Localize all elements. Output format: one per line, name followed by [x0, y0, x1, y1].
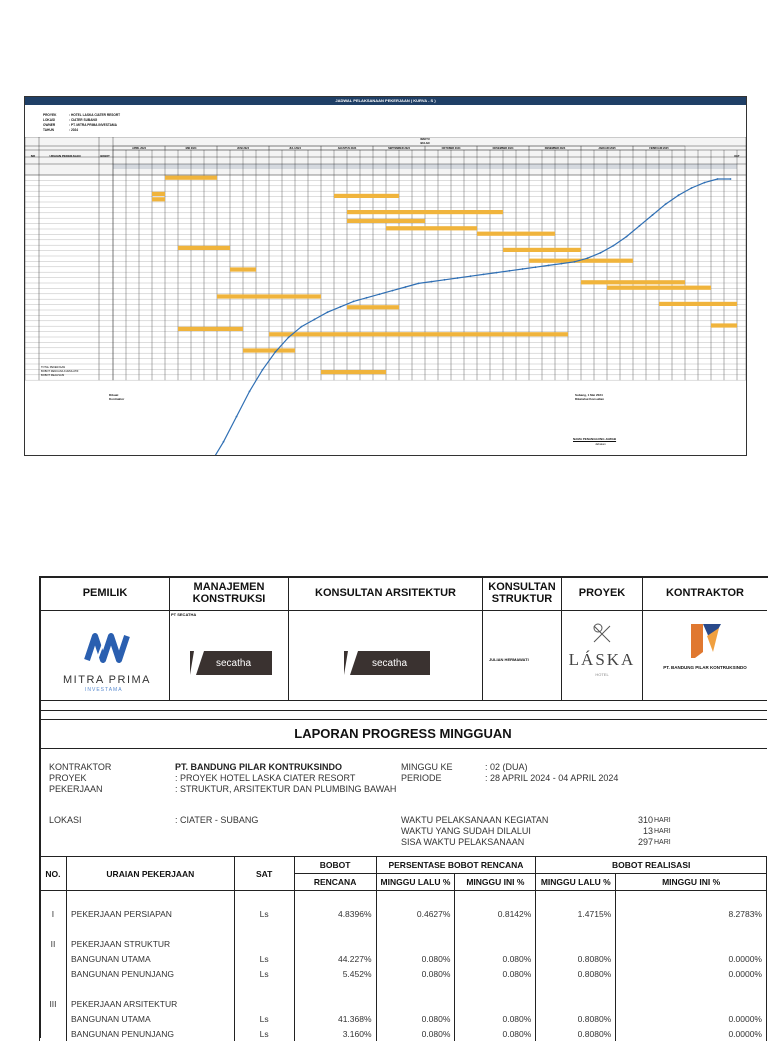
cell-bobot	[294, 936, 376, 951]
cell-rencana-ini	[455, 996, 536, 1011]
sign-right-line: Subang, 1 Mei 2024	[575, 393, 603, 397]
sign-left-line: Dibuat	[109, 393, 119, 397]
s-curve-point	[457, 277, 459, 279]
cell-realisasi-lalu	[536, 936, 616, 951]
kontraktor-text: PT. BANDUNG PILAR KONTRUKSINDO	[663, 665, 747, 670]
info-key: MINGGU KE	[401, 762, 453, 772]
table-row	[40, 966, 767, 981]
bpk-logo	[689, 622, 723, 658]
info-value: : CIATER - SUBANG	[175, 815, 259, 825]
cell-no: I	[40, 906, 67, 921]
cell-uraian: BANGUNAN PENUNJANG	[66, 966, 234, 981]
th-sat: SAT	[234, 857, 294, 891]
header-pemilik: PEMILIK	[41, 576, 170, 611]
footer-label: TOTAL PEKERJAAN	[41, 366, 66, 370]
s-curve-point	[613, 245, 615, 247]
info-key: TAHUN	[43, 128, 54, 132]
mitra-prima-text: MITRA PRIMA	[63, 674, 152, 686]
cell-rencana-lalu	[376, 996, 455, 1011]
logo-cell-pemilik	[41, 610, 170, 701]
cell-rencana-lalu: 0.080%	[376, 966, 455, 981]
s-curve-point	[522, 268, 524, 270]
logo-cell-ks	[483, 610, 562, 701]
gantt-bar	[321, 370, 386, 374]
s-curve-point	[340, 306, 342, 308]
s-curve-point	[496, 272, 498, 274]
col-waktu: WAKTU	[420, 138, 430, 141]
waktu-value: 13	[642, 826, 653, 836]
table-row	[40, 1026, 767, 1041]
month-label: FEBRUARI 2025	[649, 147, 669, 150]
laska-sub: HOTEL	[595, 672, 609, 677]
info-key: PROYEK	[49, 773, 87, 783]
th-realisasi-lalu: MINGGU LALU %	[536, 874, 616, 891]
gantt-bar	[230, 267, 256, 271]
col-uraian: URAIAN PEKERJAAN	[49, 154, 81, 158]
s-curve-point	[717, 178, 719, 180]
cell-uraian: BANGUNAN UTAMA	[66, 951, 234, 966]
cell-rencana-lalu: 0.080%	[376, 1026, 455, 1041]
mk-small-text: PT SECATHA	[171, 612, 197, 617]
cell-no	[40, 921, 67, 936]
gantt-bar	[243, 348, 295, 352]
cell-uraian: PEKERJAAN STRUKTUR	[66, 936, 234, 951]
week-strip	[113, 164, 737, 169]
cell-bobot: 44.227%	[294, 951, 376, 966]
cell-realisasi-lalu	[536, 891, 616, 907]
col-bobot: BOBOT	[100, 155, 110, 158]
cell-bobot	[294, 921, 376, 936]
waktu-unit: HARI	[654, 817, 671, 824]
gantt-bar	[347, 305, 399, 309]
gantt-bar	[269, 332, 568, 336]
info-key: PROYEK	[43, 113, 57, 117]
gantt-bar	[217, 294, 321, 298]
month-label: APRIL 2024	[132, 147, 146, 150]
cell-sat: Ls	[234, 951, 294, 966]
header-kontraktor: KONTRAKTOR	[643, 576, 767, 611]
col-bulan: BULAN	[420, 142, 430, 145]
cell-rencana-ini: 0.080%	[455, 966, 536, 981]
info-key: LOKASI	[49, 815, 82, 825]
month-label: SEPTEMBER 2024	[388, 147, 410, 150]
th-minggu-lalu: MINGGU LALU %	[376, 874, 455, 891]
cell-bobot	[294, 996, 376, 1011]
gantt-bar	[178, 246, 230, 250]
cell-rencana-lalu	[376, 981, 455, 996]
table-row	[40, 951, 767, 966]
cell-sat: Ls	[234, 966, 294, 981]
waktu-unit: HARI	[654, 828, 671, 835]
cell-realisasi-ini: 8.2783%	[616, 906, 767, 921]
s-curve-point	[730, 178, 732, 180]
logo-cell-proyek	[562, 610, 643, 701]
info-value: : PROYEK HOTEL LASKA CIATER RESORT	[175, 773, 356, 783]
info-value: : 2024	[69, 128, 79, 132]
cell-rencana-lalu	[376, 921, 455, 936]
secatha-logo	[190, 651, 272, 675]
cell-realisasi-lalu	[536, 921, 616, 936]
s-curve-point	[236, 416, 238, 418]
laska-emblem-icon	[590, 622, 614, 644]
table-row	[40, 891, 767, 907]
s-curve-point	[678, 194, 680, 196]
month-label: JULI 2024	[289, 147, 301, 150]
s-curve-point	[275, 351, 277, 353]
s-curve-point	[509, 270, 511, 272]
s-curve-point	[288, 337, 290, 339]
cell-realisasi-lalu: 0.8080%	[536, 951, 616, 966]
cell-uraian	[66, 921, 234, 936]
cell-uraian: PEKERJAAN PERSIAPAN	[66, 906, 234, 921]
divider	[41, 748, 767, 749]
s-curve-point	[353, 301, 355, 303]
cell-rencana-lalu	[376, 891, 455, 907]
s-curve-point	[262, 369, 264, 371]
th-rencana: RENCANA	[294, 874, 376, 891]
s-curve-point	[652, 214, 654, 216]
th-bobot: BOBOT	[294, 857, 376, 874]
month-label: AGUSTUS 2024	[337, 147, 357, 150]
s-curve-point	[535, 266, 537, 268]
gantt-bar	[347, 219, 425, 223]
month-label: OKTOBER 2024	[441, 147, 461, 150]
s-curve-point	[548, 265, 550, 267]
cell-realisasi-lalu	[536, 996, 616, 1011]
month-label: JANUARI 2025	[598, 147, 616, 150]
cell-rencana-ini	[455, 936, 536, 951]
cell-sat	[234, 981, 294, 996]
report-title: LAPORAN PROGRESS MINGGUAN	[294, 726, 512, 741]
cell-rencana-ini	[455, 981, 536, 996]
table-row	[40, 936, 767, 951]
s-curve-point	[301, 326, 303, 328]
info-key: PEKERJAAN	[49, 784, 103, 794]
th-realisasi-ini: MINGGU INI %	[616, 874, 767, 891]
s-curve-point	[639, 225, 641, 227]
footer-label: BOBOT RENCANA KUMULATIF	[41, 370, 79, 374]
cell-sat: Ls	[234, 1011, 294, 1026]
s-curve-point	[691, 187, 693, 189]
s-curve-point	[470, 275, 472, 277]
schedule-info	[43, 113, 120, 133]
waktu-value: 310	[637, 815, 653, 825]
cell-realisasi-lalu: 0.8080%	[536, 1011, 616, 1026]
cell-realisasi-ini	[616, 981, 767, 996]
progress-table	[39, 856, 767, 1041]
cell-bobot: 3.160%	[294, 1026, 376, 1041]
col-no: NO	[30, 154, 36, 158]
th-minggu-ini: MINGGU INI %	[455, 874, 536, 891]
month-label: NOVEMBER 2024	[492, 147, 514, 150]
info-key: LOKASI	[43, 118, 56, 122]
table-row	[40, 981, 767, 996]
month-label: JUNI 2024	[237, 147, 249, 150]
cell-uraian: BANGUNAN UTAMA	[66, 1011, 234, 1026]
cell-sat: Ls	[234, 1026, 294, 1041]
cell-uraian: PEKERJAAN ARSITEKTUR	[66, 996, 234, 1011]
blank-row	[41, 700, 767, 711]
cell-no	[40, 981, 67, 996]
cell-realisasi-ini: 0.0000%	[616, 1011, 767, 1026]
table-row	[40, 921, 767, 936]
s-curve-point	[431, 281, 433, 283]
cell-sat: Ls	[234, 906, 294, 921]
cell-realisasi-ini: 0.0000%	[616, 1026, 767, 1041]
waktu-label: SISA WAKTU PELAKSANAAN	[401, 837, 525, 847]
info-value: : HOTEL LASKA CIATER RESORT	[69, 113, 121, 117]
cell-sat	[234, 891, 294, 907]
s-curve-point	[600, 252, 602, 254]
cell-no	[40, 891, 67, 907]
sign-role: Jabatan	[595, 442, 606, 446]
month-label: MEI 2024	[185, 147, 197, 150]
secatha-text: secatha	[372, 657, 408, 669]
blank-row	[41, 711, 767, 720]
cell-realisasi-ini	[616, 996, 767, 1011]
gantt-bar	[347, 210, 503, 214]
cell-no	[40, 951, 67, 966]
cell-bobot	[294, 981, 376, 996]
cell-realisasi-ini	[616, 936, 767, 951]
gantt-bar	[386, 226, 477, 230]
s-curve-point	[223, 441, 225, 443]
gantt-chart	[25, 137, 746, 455]
table-row	[40, 906, 767, 921]
gantt-header-bg	[25, 137, 746, 175]
col-ket: KET	[734, 155, 740, 158]
month-label: DESEMBER 2024	[544, 147, 566, 150]
cell-rencana-ini: 0.080%	[455, 1011, 536, 1026]
gantt-bar	[178, 327, 243, 331]
logo-cell-mk	[170, 610, 289, 701]
th-persentase: PERSENTASE BOBOT RENCANA	[376, 857, 536, 874]
secatha-text: secatha	[216, 657, 252, 669]
logo-cell-kontraktor	[643, 610, 767, 701]
cell-no: III	[40, 996, 67, 1011]
sign-right	[575, 393, 604, 401]
th-uraian: URAIAN PEKERJAAN	[66, 857, 234, 891]
cell-sat	[234, 996, 294, 1011]
info-key: KONTRAKTOR	[49, 762, 112, 772]
gantt-bar	[607, 286, 711, 290]
cell-realisasi-ini: 0.0000%	[616, 951, 767, 966]
cell-rencana-lalu: 0.080%	[376, 1011, 455, 1026]
laska-text: LÁSKA	[568, 650, 636, 669]
cell-no	[40, 1026, 67, 1041]
info-value: PT. BANDUNG PILAR KONTRUKSINDO	[175, 762, 343, 772]
waktu-label: WAKTU YANG SUDAH DILALUI	[401, 826, 531, 836]
info-value: : CIATER SUBANG	[69, 118, 98, 122]
gantt-bar	[477, 232, 555, 236]
cell-rencana-lalu: 0.4627%	[376, 906, 455, 921]
cell-bobot: 41.368%	[294, 1011, 376, 1026]
s-curve-point	[665, 203, 667, 205]
gantt-bar	[152, 192, 165, 196]
cell-no: II	[40, 936, 67, 951]
s-curve-point	[587, 257, 589, 259]
mitra-prima-sub: INVESTAMA	[85, 687, 123, 693]
s-curve-point	[366, 297, 368, 299]
waktu-unit: HARI	[654, 839, 671, 846]
schedule-title: JADWAL PELAKSANAAN PEKERJAAN ( KURVA - S )	[25, 97, 746, 105]
cell-bobot: 5.452%	[294, 966, 376, 981]
gantt-bar	[152, 197, 165, 201]
th-no: NO.	[40, 857, 67, 891]
cell-uraian	[66, 981, 234, 996]
cell-uraian: BANGUNAN PENUNJANG	[66, 1026, 234, 1041]
secatha-mark-icon	[190, 651, 210, 675]
cell-realisasi-lalu	[536, 981, 616, 996]
cell-rencana-ini: 0.080%	[455, 1026, 536, 1041]
footer-label: BOBOT REALISASI	[41, 374, 65, 378]
cell-sat	[234, 921, 294, 936]
info-waktu	[401, 815, 671, 848]
s-curve-point	[249, 391, 251, 393]
info-right	[401, 762, 618, 784]
waktu-value: 297	[637, 837, 653, 847]
cell-realisasi-ini: 0.0000%	[616, 966, 767, 981]
info-value: : STRUKTUR, ARSITEKTUR DAN PLUMBING BAWAH	[175, 784, 397, 794]
info-left	[49, 762, 396, 795]
s-curve-point	[405, 286, 407, 288]
cell-rencana-lalu: 0.080%	[376, 951, 455, 966]
cell-realisasi-ini	[616, 921, 767, 936]
cell-rencana-ini	[455, 891, 536, 907]
cell-bobot	[294, 891, 376, 907]
cell-realisasi-ini	[616, 891, 767, 907]
header-konsultan-arsitektur: KONSULTAN ARSITEKTUR	[289, 576, 483, 611]
s-curve-point	[379, 293, 381, 295]
info-value: : 02 (DUA)	[485, 762, 528, 772]
waktu-label: WAKTU PELAKSANAAN KEGIATAN	[401, 815, 549, 825]
gantt-bar	[165, 176, 217, 180]
info-value: : 28 APRIL 2024 - 04 APRIL 2024	[485, 773, 619, 783]
sign-left	[109, 393, 124, 401]
s-curve-point	[561, 263, 563, 265]
info-lokasi	[49, 815, 258, 826]
cell-rencana-ini: 0.080%	[455, 951, 536, 966]
info-key: PERIODE	[401, 773, 442, 783]
s-curve-point	[392, 290, 394, 292]
gantt-bar	[659, 302, 737, 306]
weekly-report	[39, 576, 768, 1039]
info-value: : PT. MITRA PRIMA INVESTAMA	[69, 123, 117, 127]
sign-left-line: Kontraktor	[109, 397, 125, 401]
table-row	[40, 996, 767, 1011]
cell-uraian	[66, 891, 234, 907]
s-curve-point	[327, 311, 329, 313]
cell-realisasi-lalu: 0.8080%	[536, 966, 616, 981]
gantt-bar	[503, 248, 581, 252]
cell-rencana-lalu	[376, 936, 455, 951]
gantt-bar	[581, 280, 685, 284]
sign-name: NAMA PENANGGUNG JAWAB	[573, 437, 617, 441]
cell-realisasi-lalu: 1.4715%	[536, 906, 616, 921]
cell-rencana-ini	[455, 921, 536, 936]
ks-text: JULIAN HERMAWATI	[489, 657, 529, 662]
s-curve-point	[444, 279, 446, 281]
cell-no	[40, 966, 67, 981]
s-curve-point	[314, 319, 316, 321]
s-curve-point	[574, 261, 576, 263]
gantt-bar	[334, 194, 399, 198]
header-konsultan-struktur: KONSULTAN STRUKTUR	[483, 576, 562, 611]
s-curve-point	[704, 182, 706, 184]
s-curve-point	[626, 236, 628, 238]
s-curve-point	[483, 274, 485, 276]
logo-cell-ka	[289, 610, 483, 701]
gantt-bar	[711, 323, 737, 327]
secatha-logo	[344, 651, 430, 675]
info-key: OWNER	[43, 123, 56, 127]
schedule-sheet	[24, 96, 747, 456]
cell-bobot: 4.8396%	[294, 906, 376, 921]
header-proyek: PROYEK	[562, 576, 643, 611]
sign-right-line: Diketahui Konsultan	[575, 397, 605, 401]
cell-realisasi-lalu: 0.8080%	[536, 1026, 616, 1041]
mitra-prima-logo	[83, 630, 131, 670]
s-curve-point	[418, 283, 420, 285]
secatha-mark-icon	[344, 651, 364, 675]
header-mk: MANAJEMEN KONSTRUKSI	[170, 576, 289, 611]
cell-sat	[234, 936, 294, 951]
cell-rencana-ini: 0.8142%	[455, 906, 536, 921]
gantt-bar	[529, 259, 633, 263]
th-realisasi: BOBOT REALISASI	[536, 857, 767, 874]
